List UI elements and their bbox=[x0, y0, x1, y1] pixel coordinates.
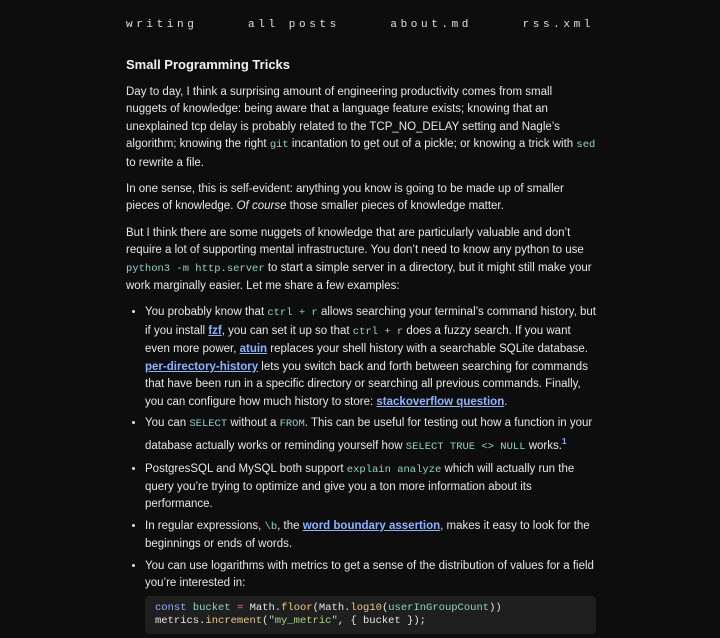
inline-code: git bbox=[269, 139, 289, 152]
nav-writing[interactable]: writing bbox=[126, 19, 198, 31]
footnote-link[interactable]: 1 bbox=[561, 437, 567, 447]
list-item: • You can use logarithms with metrics to get a sense of the distribution of values for a field you’re interested in: const bucket = Math.floor(Math.log10(userInGroupCount)) metrics.increment("my_metric", { bucket }); bbox=[145, 558, 596, 635]
inline-code: SELECT bbox=[189, 417, 228, 430]
inline-code: python3 -m http.server bbox=[126, 262, 265, 275]
paragraph-nuggets: But I think there are some nuggets of knowledge that are particularly valuable and don’t require a lot of supporting mental infrastructure. You don’t need to know any python to use python3 -m http.server to start a simple server in a directory, but it might still make your work marginally easier. Let me share a few examples: bbox=[126, 226, 592, 293]
list-item: • You probably know that ctrl + r allows searching your terminal’s command history, but if you install fzf, you can set it up so that ctrl + r does a fuzzy search. If you want even more power, atuin replaces your shell history with a searchable SQLite database. per-directory-history lets you switch back and forth between searching for commands that have been run in a specific directory or searching all previous commands. Finally, you can configure how much history to store: stackoverflow question. bbox=[145, 304, 596, 410]
inline-code: sed bbox=[576, 139, 596, 152]
link-word-boundary-assertion[interactable]: word boundary assertion bbox=[302, 519, 441, 532]
code-block: const bucket = Math.floor(Math.log10(userInGroupCount)) metrics.increment("my_metric", { bucket }); bbox=[145, 596, 596, 634]
inline-code: \b bbox=[264, 520, 278, 533]
page-title: Small Programming Tricks bbox=[126, 57, 291, 72]
link-fzf[interactable]: fzf bbox=[208, 324, 222, 337]
nav-rss[interactable]: rss.xml bbox=[522, 19, 594, 31]
paragraph-self-evident: In one sense, this is self-evident: anything you know is going to be made up of smaller pieces of knowledge. Of course those smaller pieces of knowledge matter. bbox=[126, 183, 564, 213]
top-nav bbox=[126, 17, 594, 34]
inline-code: explain analyze bbox=[346, 463, 442, 476]
article bbox=[126, 56, 596, 638]
link-atuin[interactable]: atuin bbox=[239, 343, 268, 356]
inline-code: SELECT TRUE <> NULL bbox=[405, 441, 526, 454]
inline-code: ctrl + r bbox=[267, 307, 318, 320]
nav-all-posts[interactable]: all posts bbox=[248, 19, 340, 31]
nav-about[interactable]: about.md bbox=[390, 19, 472, 31]
list-item: • You can SELECT without a FROM. This can be useful for testing out how a function in your database actually works or reminding yourself how SELECT TRUE <> NULL works.$^1$ bbox=[145, 415, 596, 457]
link-per-directory-history[interactable]: per-directory-history bbox=[145, 360, 259, 373]
link-stackoverflow-question[interactable]: stackoverflow question bbox=[376, 395, 505, 408]
tricks-list bbox=[126, 304, 596, 634]
paragraph-intro: Day to day, I think a surprising amount of engineering productivity comes from small nuggets of knowledge: being aware that a language feature exists; knowing that an unexplained tcp delay is probably related to the TCP_NO_DELAY setting and Nagle’s algorithm; knowing the right git incantation to get out of a pickle; or knowing a trick with sed to rewrite a file. bbox=[126, 86, 596, 169]
inline-code: FROM bbox=[279, 417, 305, 430]
list-item: • PostgresSQL and MySQL both support explain analyze which will actually run the query you’re trying to optimize and give you a ton more information about its performance. bbox=[145, 461, 596, 514]
inline-code: ctrl + r bbox=[352, 325, 404, 338]
list-item: • In regular expressions, \b, the word boundary assertion, makes it easy to look for the beginnings or ends of words. bbox=[145, 518, 596, 554]
